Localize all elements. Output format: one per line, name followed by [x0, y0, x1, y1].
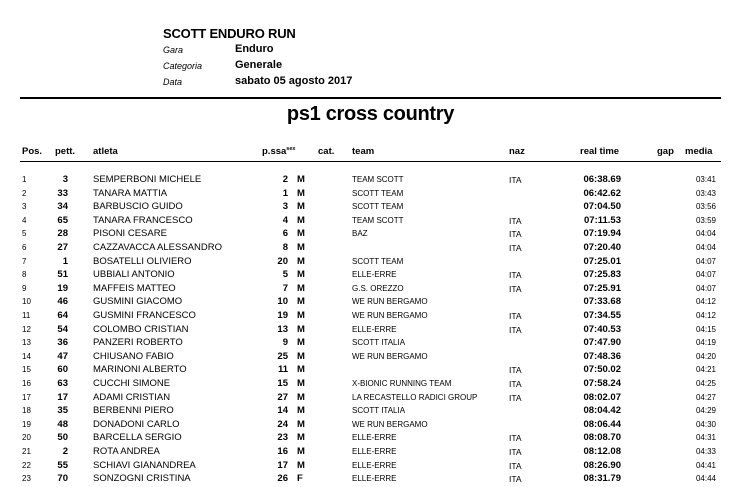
row-atleta: PISONI CESARE: [93, 228, 167, 240]
row-media: 04:41: [695, 460, 716, 470]
row-real-time: 08:12.08: [583, 446, 621, 457]
row-atleta: TANARA FRANCESCO: [93, 214, 193, 226]
row-atleta: DONADONI CARLO: [93, 418, 180, 430]
col-cat: cat.: [318, 146, 335, 157]
col-media: media: [685, 146, 713, 157]
row-team: WE RUN BERGAMO: [352, 297, 428, 307]
row-pett: 36: [57, 337, 68, 349]
row-atleta: SONZOGNI CRISTINA: [93, 473, 191, 485]
row-team: X-BIONIC RUNNING TEAM: [352, 379, 452, 388]
row-media: 04:15: [695, 324, 716, 334]
row-naz: ITA: [509, 311, 522, 321]
row-naz: ITA: [509, 243, 522, 253]
row-media: 04:19: [695, 338, 716, 348]
row-pass: 14: [277, 405, 288, 417]
row-real-time: 08:26.90: [583, 459, 621, 471]
row-atleta: GUSMINI FRANCESCO: [93, 310, 196, 321]
row-pos: 17: [22, 392, 31, 402]
row-media: 04:04: [695, 229, 716, 239]
row-atleta: MARINONI ALBERTO: [93, 364, 187, 376]
row-pos: 2: [22, 188, 27, 198]
row-real-time: 07:25.01: [583, 255, 621, 267]
row-real-time: 07:19.94: [583, 228, 621, 240]
row-cat: M: [297, 337, 305, 349]
row-pass: 6: [282, 228, 288, 240]
row-cat: M: [297, 255, 305, 267]
table-row: [0, 296, 741, 310]
row-naz: ITA: [509, 324, 522, 335]
row-pass: 19: [277, 310, 288, 321]
table-row: [0, 310, 741, 324]
row-pett: 17: [57, 391, 68, 403]
event-header: [163, 26, 353, 87]
col-pos: Pos.: [22, 146, 43, 157]
row-team: WE RUN BERGAMO: [352, 419, 428, 429]
table-row: [0, 337, 741, 351]
row-pett: 33: [57, 187, 68, 199]
row-cat: M: [297, 269, 305, 281]
table-row: [0, 473, 741, 487]
row-pett: 48: [57, 418, 68, 430]
row-pett: 35: [57, 405, 68, 417]
table-row: [0, 174, 741, 188]
row-team: SCOTT ITALIA: [352, 406, 406, 416]
row-cat: M: [297, 174, 305, 185]
row-atleta: BARBUSCIO GUIDO: [93, 201, 183, 213]
row-atleta: COLOMBO CRISTIAN: [93, 323, 189, 335]
row-pett: 64: [57, 310, 68, 321]
row-media: 03:56: [695, 202, 716, 212]
row-pass: 16: [277, 446, 288, 457]
row-media: 04:04: [695, 243, 716, 252]
row-atleta: TANARA MATTIA: [93, 187, 168, 199]
row-naz: ITA: [509, 447, 522, 457]
table-row: [0, 405, 741, 419]
row-cat: M: [297, 228, 305, 240]
row-pett: 51: [57, 269, 68, 281]
table-row: [0, 242, 741, 256]
row-real-time: 07:58.24: [583, 378, 621, 389]
col-naz: naz: [509, 146, 525, 157]
row-pett: 55: [57, 459, 68, 471]
row-cat: M: [297, 214, 305, 226]
row-pett: 63: [57, 378, 68, 389]
row-cat: M: [297, 432, 305, 444]
row-team: TEAM SCOTT: [352, 215, 404, 225]
row-real-time: 07:11.53: [584, 214, 621, 226]
row-pass: 13: [277, 323, 288, 335]
row-pett: 46: [57, 296, 68, 308]
row-pett: 28: [57, 228, 68, 240]
row-atleta: GUSMINI GIACOMO: [93, 296, 183, 308]
col-pett: pett.: [55, 146, 76, 157]
row-real-time: 08:08.70: [583, 432, 621, 444]
row-pass: 23: [277, 432, 288, 444]
col-real-time: real time: [580, 146, 620, 157]
table-row: [0, 228, 741, 242]
row-cat: F: [297, 473, 303, 485]
row-naz: ITA: [509, 229, 522, 240]
row-real-time: 07:48.36: [583, 350, 621, 362]
table-row: [0, 364, 741, 378]
row-cat: M: [297, 187, 305, 199]
row-pos: 15: [22, 365, 31, 375]
table-row: [0, 378, 741, 392]
row-real-time: 07:50.02: [583, 364, 621, 376]
row-media: 03:59: [695, 215, 716, 225]
table-row: [0, 351, 741, 365]
row-real-time: 07:47.90: [583, 337, 621, 349]
row-pass: 9: [282, 337, 288, 349]
row-pos: 12: [22, 324, 31, 334]
row-pos: 6: [22, 243, 27, 252]
row-team: BAZ: [352, 229, 368, 239]
row-pos: 21: [22, 447, 31, 456]
col-pass-label: p.ssa: [262, 146, 287, 158]
table-row: [0, 419, 741, 433]
data-value: sabato 05 agosto 2017: [235, 75, 353, 87]
top-rule: [20, 97, 721, 99]
row-cat: M: [297, 323, 305, 335]
row-atleta: BOSATELLI OLIVIERO: [93, 255, 192, 267]
row-pett: 65: [57, 214, 68, 226]
row-pos: 18: [22, 406, 31, 416]
row-pos: 9: [22, 283, 27, 293]
row-pass: 17: [277, 459, 288, 471]
row-real-time: 08:31.79: [583, 473, 621, 485]
row-cat: M: [297, 391, 305, 403]
row-naz: ITA: [509, 392, 522, 403]
row-team: ELLE-ERRE: [352, 324, 397, 334]
categoria-label: Categoria: [163, 61, 203, 71]
table-row: [0, 215, 741, 229]
row-team: LA RECASTELLO RADICI GROUP: [352, 392, 478, 402]
row-pass: 25: [277, 350, 288, 362]
col-gap: gap: [657, 146, 674, 157]
row-media: 04:12: [695, 311, 716, 320]
categoria-value: Generale: [235, 59, 283, 71]
row-media: 03:41: [695, 175, 716, 184]
table-row: [0, 460, 741, 474]
row-team: SCOTT ITALIA: [352, 338, 406, 348]
row-media: 04:20: [695, 351, 716, 361]
row-team: G.S. OREZZO: [352, 283, 404, 293]
row-pos: 14: [22, 351, 31, 361]
row-pos: 23: [22, 474, 31, 484]
row-pass: 15: [277, 378, 288, 389]
data-label: Data: [163, 77, 183, 87]
row-pass: 20: [277, 255, 288, 267]
row-naz: ITA: [509, 270, 522, 281]
row-pett: 47: [57, 350, 68, 362]
row-media: 04:25: [695, 379, 716, 388]
row-media: 04:21: [695, 365, 716, 375]
row-real-time: 07:33.68: [583, 296, 621, 308]
row-team: SCOTT TEAM: [352, 202, 404, 212]
row-pos: 11: [22, 311, 31, 320]
gara-value: Enduro: [235, 43, 274, 55]
table-row: [0, 432, 741, 446]
row-team: ELLE-ERRE: [352, 460, 397, 470]
row-atleta: CAZZAVACCA ALESSANDRO: [93, 242, 222, 253]
row-pass: 2: [282, 174, 288, 185]
row-pass: 5: [282, 269, 288, 281]
table-row: [0, 324, 741, 338]
row-team: SCOTT TEAM: [352, 188, 404, 198]
row-pos: 8: [22, 270, 27, 280]
row-team: TEAM SCOTT: [352, 175, 404, 184]
row-pett: 2: [62, 446, 68, 457]
header-rule: [20, 161, 721, 162]
table-row: [0, 283, 741, 297]
table-row: [0, 188, 741, 202]
row-media: 04:31: [695, 433, 716, 443]
row-pass: 8: [282, 242, 288, 253]
table-row: [0, 446, 741, 460]
row-cat: M: [297, 446, 305, 457]
row-atleta: CHIUSANO FABIO: [93, 350, 174, 362]
row-pett: 54: [57, 323, 68, 335]
row-team: WE RUN BERGAMO: [352, 311, 428, 320]
row-real-time: 08:02.07: [583, 391, 621, 403]
row-pass: 3: [282, 201, 288, 213]
table-row: [0, 392, 741, 406]
row-pett: 1: [62, 255, 68, 267]
col-pass-sup: sex: [286, 146, 296, 152]
row-atleta: ADAMI CRISTIAN: [93, 391, 171, 403]
row-pass: 27: [277, 391, 288, 403]
table-row: [0, 256, 741, 270]
row-pos: 19: [22, 419, 31, 429]
col-team: team: [352, 146, 375, 157]
row-team: ELLE-ERRE: [352, 474, 397, 484]
row-pett: 60: [57, 364, 68, 376]
row-naz: ITA: [509, 365, 522, 376]
row-naz: ITA: [509, 379, 522, 389]
row-cat: M: [297, 282, 305, 294]
row-pett: 70: [57, 473, 68, 485]
row-naz: ITA: [509, 460, 522, 471]
row-pass: 24: [277, 418, 288, 430]
row-atleta: BERBENNI PIERO: [93, 405, 174, 417]
row-cat: M: [297, 364, 305, 376]
row-team: ELLE-ERRE: [352, 270, 397, 280]
row-pett: 3: [62, 174, 68, 185]
row-pass: 26: [277, 473, 288, 485]
row-real-time: 07:25.91: [583, 282, 621, 294]
row-pett: 50: [57, 432, 68, 444]
row-pass: 11: [277, 364, 288, 376]
row-naz: ITA: [509, 175, 522, 185]
row-pos: 4: [22, 215, 27, 225]
row-pass: 10: [277, 296, 288, 308]
row-real-time: 06:38.69: [583, 174, 621, 185]
row-atleta: UBBIALI ANTONIO: [93, 269, 175, 281]
row-cat: M: [297, 405, 305, 417]
row-pos: 3: [22, 202, 27, 212]
row-media: 04:44: [695, 474, 716, 484]
row-team: ELLE-ERRE: [352, 447, 397, 456]
row-media: 03:43: [695, 188, 716, 198]
row-media: 04:12: [695, 297, 716, 307]
row-naz: ITA: [509, 283, 522, 294]
stage-title: ps1 cross country: [286, 103, 455, 125]
gara-label: Gara: [163, 45, 184, 55]
table-row: [0, 201, 741, 215]
row-naz: ITA: [509, 474, 522, 485]
row-pos: 13: [22, 338, 31, 348]
row-pos: 7: [22, 256, 27, 266]
row-cat: M: [297, 418, 305, 430]
row-real-time: 07:34.55: [583, 310, 621, 321]
row-media: 04:27: [695, 392, 716, 402]
row-cat: M: [297, 296, 305, 308]
row-cat: M: [297, 201, 305, 213]
row-media: 04:07: [695, 256, 716, 266]
row-atleta: PANZERI ROBERTO: [93, 337, 183, 349]
row-cat: M: [297, 378, 305, 389]
row-pett: 19: [57, 282, 68, 294]
row-real-time: 07:25.83: [583, 269, 621, 281]
row-media: 04:07: [695, 283, 716, 293]
row-real-time: 07:20.40: [583, 242, 621, 253]
row-real-time: 07:04.50: [583, 201, 621, 213]
row-team: ELLE-ERRE: [352, 433, 397, 443]
row-pass: 4: [282, 214, 288, 226]
row-pos: 16: [22, 379, 31, 388]
table-row: [0, 269, 741, 283]
event-title: SCOTT ENDURO RUN: [163, 26, 296, 41]
row-cat: M: [297, 459, 305, 471]
row-atleta: ROTA ANDREA: [93, 446, 160, 457]
row-media: 04:29: [695, 406, 716, 416]
row-pett: 27: [57, 242, 68, 253]
row-pos: 22: [22, 460, 31, 470]
row-pass: 7: [282, 282, 288, 294]
row-pos: 20: [22, 433, 31, 443]
row-cat: M: [297, 310, 305, 321]
row-cat: M: [297, 242, 305, 253]
row-atleta: CUCCHI SIMONE: [93, 378, 171, 389]
row-real-time: 07:40.53: [583, 323, 621, 335]
row-naz: ITA: [509, 433, 522, 444]
row-real-time: 08:06.44: [583, 418, 621, 430]
row-pos: 1: [22, 175, 27, 184]
row-atleta: MAFFEIS MATTEO: [93, 282, 176, 294]
row-atleta: SEMPERBONI MICHELE: [93, 174, 202, 185]
row-cat: M: [297, 350, 305, 362]
col-atleta: atleta: [93, 146, 118, 157]
row-media: 04:07: [695, 270, 716, 280]
row-pos: 10: [22, 297, 31, 307]
row-team: SCOTT TEAM: [352, 256, 404, 266]
row-pos: 5: [22, 229, 27, 239]
row-media: 04:33: [695, 447, 716, 456]
row-naz: ITA: [509, 215, 522, 226]
col-pass: [262, 146, 295, 157]
row-media: 04:30: [695, 419, 716, 429]
row-team: WE RUN BERGAMO: [352, 351, 428, 361]
row-atleta: BARCELLA SERGIO: [93, 432, 182, 444]
row-pett: 34: [57, 201, 68, 213]
row-real-time: 06:42.62: [583, 187, 621, 199]
row-atleta: SCHIAVI GIANANDREA: [93, 459, 196, 471]
row-pass: 1: [282, 187, 288, 199]
row-real-time: 08:04.42: [583, 405, 621, 417]
